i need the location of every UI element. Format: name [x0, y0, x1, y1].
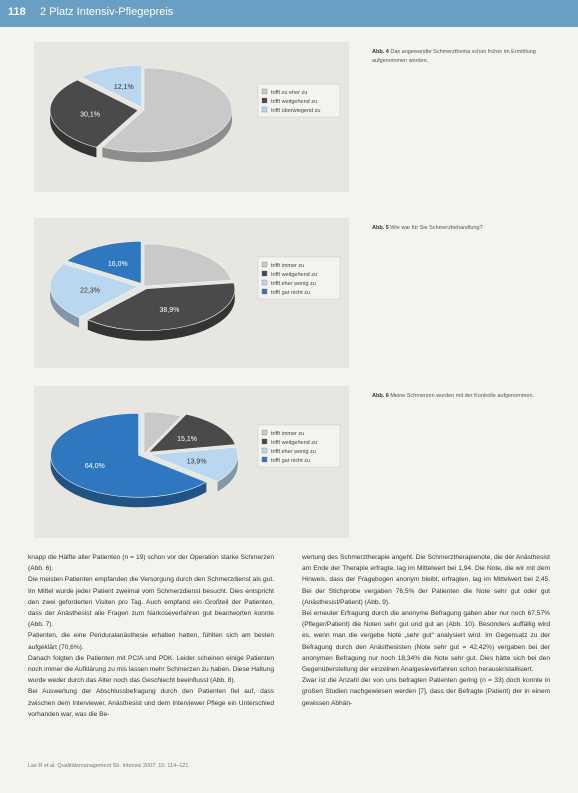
pie-data-label: 13,9% — [186, 458, 207, 466]
pie-data-label: 16,0% — [107, 261, 128, 269]
pie-data-label: 64,0% — [84, 463, 105, 471]
legend-label: trifft gar nicht zu — [271, 290, 311, 296]
legend-swatch — [262, 262, 267, 267]
figure-1-caption-label: Abb. 4 — [372, 49, 389, 55]
legend-label: trifft immer zu — [271, 263, 305, 269]
figure-1-pie-chart — [34, 42, 349, 192]
body-paragraph: knapp die Hälfte aller Patienten (n = 19) schon vor der Operation starke Schmerzen (Abb. 6). — [28, 554, 274, 573]
pie-data-label: 38,9% — [159, 307, 180, 315]
figure-1-box — [34, 42, 349, 192]
figure-3-caption-text: Meine Schmerzen wurden mit der Kontrolle aufgenommen. — [390, 393, 535, 399]
figure-3-box — [34, 386, 349, 538]
legend-label: trifft weitgehend zu — [271, 99, 318, 105]
legend-swatch — [262, 107, 267, 112]
body-paragraph: Bei erneuter Erfragung durch die anonyme Befragung gaben aber nur noch 67,57% (Pfleger/Patient) die Noten sehr gut und gut an (Abb. 10). Besonders auffällig wird es, wenn man die vergebe Note „sehr gut“ analysiert wird. Im Gegensatz zu der Befragung durch den Anästhesisten (Note sehr gut = 42,42%) vergaben bei der anonymen Befragung nur noch 18,34% die Note sehr gut. Dies hätte sich bei den Gegenüberstellung der einzelnen Analgesieverfahren schon herauskristallisiert. — [302, 610, 550, 674]
pie-slice — [144, 244, 231, 286]
legend-swatch — [262, 89, 267, 94]
figure-2-caption-text: Wie war für Sie Schmerzbehandlung? — [390, 225, 483, 231]
page-footer: Lax R et al. Qualitätsmanagement Sb. Intensiv 2007; 15: 114–121 — [28, 763, 189, 769]
body-paragraph: Danach folgten die Patienten mit PCIA und PDK. Leider scheinen einige Patienten noch immer die Aufklärung zu mis lassen mehr Schmerzen zu haben. Diese Haltung wurde weder durch das Alter noch das Geschlecht beeinflusst (Abb. 8). — [28, 654, 274, 685]
legend-swatch — [262, 289, 267, 294]
legend-label: trifft gar nicht zu — [271, 458, 311, 464]
pie-data-label: 22,3% — [80, 287, 101, 295]
body-paragraph: Die meisten Patienten empfanden die Versorgung durch den Schmerzdienst als gut. Im Mittel wurde jeder Patient zweimal vom Schmerzdienst besucht. Dies entspricht den zwei geforderten Visiten pro Tag. Auch empfand ein Großteil der Patienten, dass der Anästhesist alle Fragen zum Narkoseverfahren gut beantworten konnte (Abb. 7). — [28, 576, 274, 629]
body-paragraph: Bei Auswertung der Abschlussbefragung durch den Patienten fiel auf, dass zwischen dem Interviewer, Anästhesist und dem Interviewer Pflege ein Unterschied vorhanden war, was die Be- — [28, 688, 274, 718]
legend-swatch — [262, 430, 267, 435]
pie-data-label: 12,1% — [113, 83, 134, 91]
legend-label: trifft eher wenig zu — [271, 281, 316, 287]
page-number: 118 — [8, 6, 26, 18]
figure-2-caption-label: Abb. 5 — [372, 225, 389, 231]
body-paragraph: Zwar ist die Anzahl der von uns befragten Patienten gering (n = 33) doch konnte in großen Studien nachgewiesen werden [7], dass der Befragte (Patient) der in einem gewissen Abhän- — [302, 677, 550, 707]
legend-label: trifft immer zu — [271, 431, 305, 437]
legend-label: trifft überwiegend zu — [271, 108, 321, 114]
legend-swatch — [262, 280, 267, 285]
figure-2-caption — [372, 224, 544, 233]
pie-data-label: 30,1% — [80, 111, 101, 119]
legend-swatch — [262, 457, 267, 462]
figure-1-caption — [372, 48, 544, 66]
figure-3-caption — [372, 392, 544, 401]
legend-swatch — [262, 98, 267, 103]
legend-swatch — [262, 448, 267, 453]
legend-label: trifft zu eher zu — [271, 90, 308, 96]
figure-2-pie-chart — [34, 218, 349, 368]
legend-swatch — [262, 439, 267, 444]
legend-swatch — [262, 271, 267, 276]
legend-label: trifft weitgehend zu — [271, 440, 318, 446]
figure-3-caption-label: Abb. 6 — [372, 393, 389, 399]
body-paragraph: wertung des Schmerztherapie angeht. Die Schmerztherapienote, die der Anästhesist am Ende der Therapie erfragte, lag im Mittelwert bei 1,94. Die Note, die wir mit dem Hinweis, dass der Fragebogen anonym bleibt, erfragten, lag im Mittelwert bei 2,45. Bei der Stichprobe vergaben 76,5% der Patienten die Note sehr gut oder gut (Anästhesist/Patient) (Abb. 9). — [302, 554, 550, 606]
legend-label: trifft weitgehend zu — [271, 272, 318, 278]
body-column-right — [302, 552, 550, 709]
body-column-left — [28, 552, 274, 720]
legend-label: trifft eher wenig zu — [271, 449, 316, 455]
page-header — [0, 0, 578, 27]
body-paragraph: Patienten, die eine Periduralanästhesie erhalten hatten, fühlten sich am besten aufgeklärt (70,6%). — [28, 632, 274, 651]
figure-2-box — [34, 218, 349, 368]
figure-3-pie-chart — [34, 386, 349, 538]
pie-data-label: 15,1% — [177, 436, 198, 444]
section-title: 2 Platz Intensiv-Pflegepreis — [40, 6, 174, 18]
figure-1-caption-text: Das angewandte Schmerzthema schon früher im Ermittlung aufgenommen worden. — [372, 49, 536, 64]
